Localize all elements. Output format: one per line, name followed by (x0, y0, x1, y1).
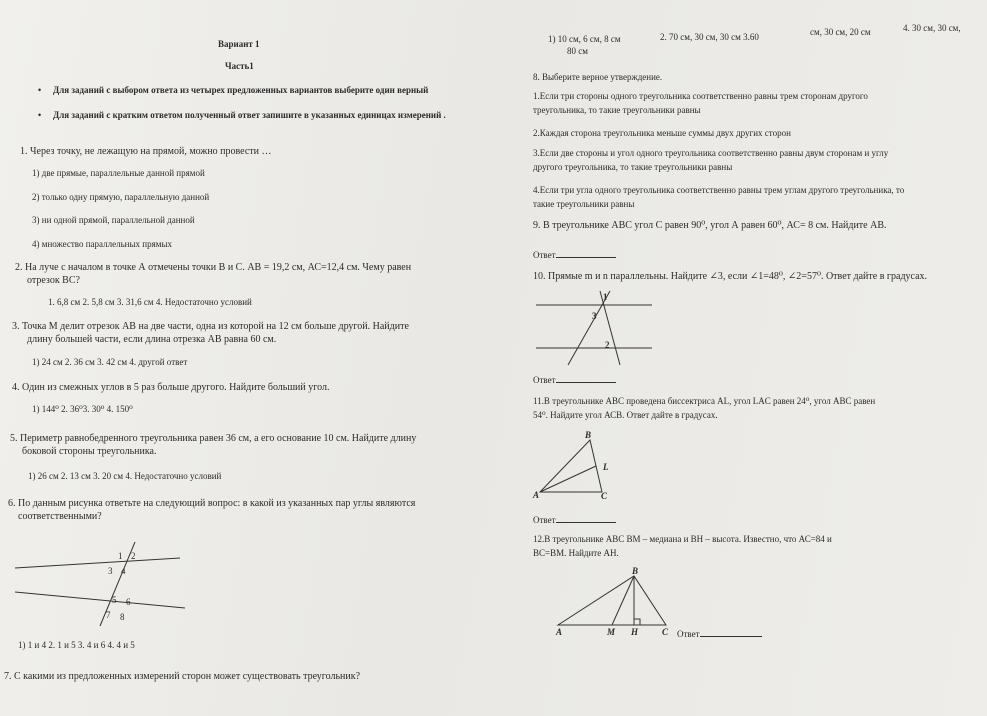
q1-option-4: 4) множество параллельных прямых (32, 239, 172, 249)
bullet-icon: • (38, 85, 42, 95)
q11-answer-label: Ответ (533, 514, 616, 526)
question-6-line2: соответственными? (18, 511, 102, 522)
instruction-short: Для заданий с кратким ответом полученный ответ запишите в указанных единицах измерений . (53, 110, 446, 120)
q8-statement-2: 2.Каждая сторона треугольника меньше суммы двух других сторон (533, 128, 791, 138)
question-9: 9. В треугольнике АВС угол С равен 90⁰, угол А равен 60⁰, АС= 8 см. Найдите АВ. (533, 220, 887, 231)
q10-angle-label-2: 2 (605, 340, 610, 350)
q10-answer-label: Ответ (533, 374, 616, 386)
q1-option-3: 3) ни одной прямой, параллельной данной (32, 215, 195, 225)
q12-point-h: H (631, 627, 639, 637)
q7-option-4: 4. 30 см, 30 см, (903, 23, 961, 33)
q12-vertex-a: A (556, 627, 563, 637)
q6-angle-label-2: 2 (131, 551, 136, 561)
q9-answer-blank[interactable] (556, 249, 616, 258)
question-5-line1: 5. Периметр равнобедренного треугольника равен 36 см, а его основание 10 см. Найдите длину (10, 433, 417, 444)
q10-figure (530, 285, 660, 375)
question-10: 10. Прямые m и n параллельны. Найдите ∠3, если ∠1=48⁰, ∠2=57⁰. Ответ дайте в градусах. (533, 271, 928, 282)
q3-options: 1) 24 см 2. 36 см 3. 42 см 4. другой ответ (32, 357, 188, 367)
q6-angle-label-3: 3 (108, 566, 113, 576)
question-1: 1. Через точку, не лежащую на прямой, можно провести … (20, 146, 272, 157)
question-5-line2: боковой стороны треугольника. (22, 446, 157, 457)
q12-answer-label: Ответ (677, 628, 762, 640)
question-8: 8. Выберите верное утверждение. (533, 72, 663, 82)
q10-angle-label-3: 3 (592, 311, 597, 321)
q6-angle-label-4: 4 (121, 566, 126, 576)
q6-angle-label-7: 7 (106, 610, 111, 620)
q4-options: 1) 144⁰ 2. 36⁰3. 30⁰ 4. 150⁰ (32, 404, 133, 414)
q6-angle-label-6: 6 (126, 597, 131, 607)
q12-vertex-b: B (632, 566, 639, 576)
q11-vertex-b: B (585, 430, 592, 440)
q12-vertex-c: C (662, 627, 669, 637)
question-3-line2: длину большей части, если длина отрезка АВ равна 60 см. (27, 334, 277, 345)
q10-answer-blank[interactable] (556, 374, 616, 383)
variant-title: Вариант 1 (218, 39, 260, 49)
q8-statement-1: 1.Если три стороны одного треугольника соответственно равны трем сторонам другого (533, 91, 868, 101)
q6-line-top (15, 558, 180, 568)
q6-angle-label-8: 8 (120, 612, 125, 622)
q12-right-angle-mark (634, 619, 640, 625)
q11-vertex-a: A (533, 490, 540, 500)
instruction-choice: Для заданий с выбором ответа из четырех предложенных вариантов выберите один верный (53, 85, 429, 95)
q6-angle-label-1: 1 (118, 551, 123, 561)
q10-angle-label-1: 1 (603, 292, 608, 302)
q11-bisector (540, 466, 596, 492)
q12-triangle (558, 576, 666, 625)
q11-point-l: L (603, 462, 609, 472)
question-3-line1: 3. Точка М делит отрезок АВ на две части, одна из которой на 12 см больше другой. Найдите (12, 321, 409, 332)
question-6-line1: 6. По данным рисунка ответьте на следующий вопрос: в какой из указанных пар углы являются (8, 498, 416, 509)
q8-statement-4: 4.Если три угла одного треугольника соответственно равны трем углам другого треугольника, то (533, 185, 905, 195)
q11-figure (530, 430, 630, 505)
q9-answer-label: Ответ (533, 249, 616, 261)
question-4: 4. Один из смежных углов в 5 раз больше другого. Найдите больший угол. (12, 382, 330, 393)
part-title: Часть1 (225, 61, 254, 71)
q11-vertex-c: C (601, 491, 608, 501)
q12-figure (550, 570, 680, 630)
question-11-line2: 54⁰. Найдите угол АСВ. Ответ дайте в градусах. (533, 410, 718, 420)
q12-answer-blank[interactable] (700, 628, 762, 637)
bullet-icon: • (38, 110, 42, 120)
q2-options: 1. 6,8 см 2. 5,8 см 3. 31,6 см 4. Недостаточно условий (48, 297, 252, 307)
q11-answer-blank[interactable] (556, 514, 616, 523)
q11-triangle (540, 440, 602, 492)
q6-figure (0, 540, 200, 630)
question-2-line1: 2. На луче с началом в точке А отмечены точки В и С. АВ = 19,2 см, АС=12,4 см. Чему равен (15, 262, 412, 273)
question-7: 7. С какими из предложенных измерений сторон может существовать треугольник? (4, 671, 361, 682)
question-11-line1: 11.В треугольнике АВС проведена биссектриса АL, угол LAC равен 24⁰, угол АВС равен (533, 396, 876, 406)
q1-option-1: 1) две прямые, параллельные данной прямой (32, 168, 205, 178)
q6-options: 1) 1 и 4 2. 1 и 5 3. 4 и 6 4. 4 и 5 (18, 640, 135, 650)
q1-option-2: 2) только одну прямую, параллельную данной (32, 192, 210, 202)
q8-statement-4-cont: такие треугольники равны (533, 199, 635, 209)
q7-option-2: 2. 70 см, 30 см, 30 см 3.60 (660, 32, 759, 42)
q7-option-1: 1) 10 см, 6 см, 8 см (548, 34, 621, 44)
q8-statement-1-cont: треугольника, то такие треугольники равны (533, 105, 701, 115)
question-12-line1: 12.В треугольнике АВС ВМ – медиана и ВН – высота. Известно, что АС=84 и (533, 534, 832, 544)
question-12-line2: ВС=ВМ. Найдите АН. (533, 548, 619, 558)
q6-line-bottom (15, 592, 185, 608)
q6-angle-label-5: 5 (112, 595, 117, 605)
q12-point-m: M (607, 627, 616, 637)
question-2-line2: отрезок ВС? (27, 275, 80, 286)
q7-option-1-cont: 80 см (567, 46, 588, 56)
q8-statement-3-cont: другого треугольника, то такие треугольники равны (533, 162, 733, 172)
q8-statement-3: 3.Если две стороны и угол одного треугольника соответственно равны двум сторонам и углу (533, 148, 889, 158)
q5-options: 1) 26 см 2. 13 см 3. 20 см 4. Недостаточно условий (28, 471, 222, 481)
q7-option-3: см, 30 см, 20 см (810, 27, 871, 37)
